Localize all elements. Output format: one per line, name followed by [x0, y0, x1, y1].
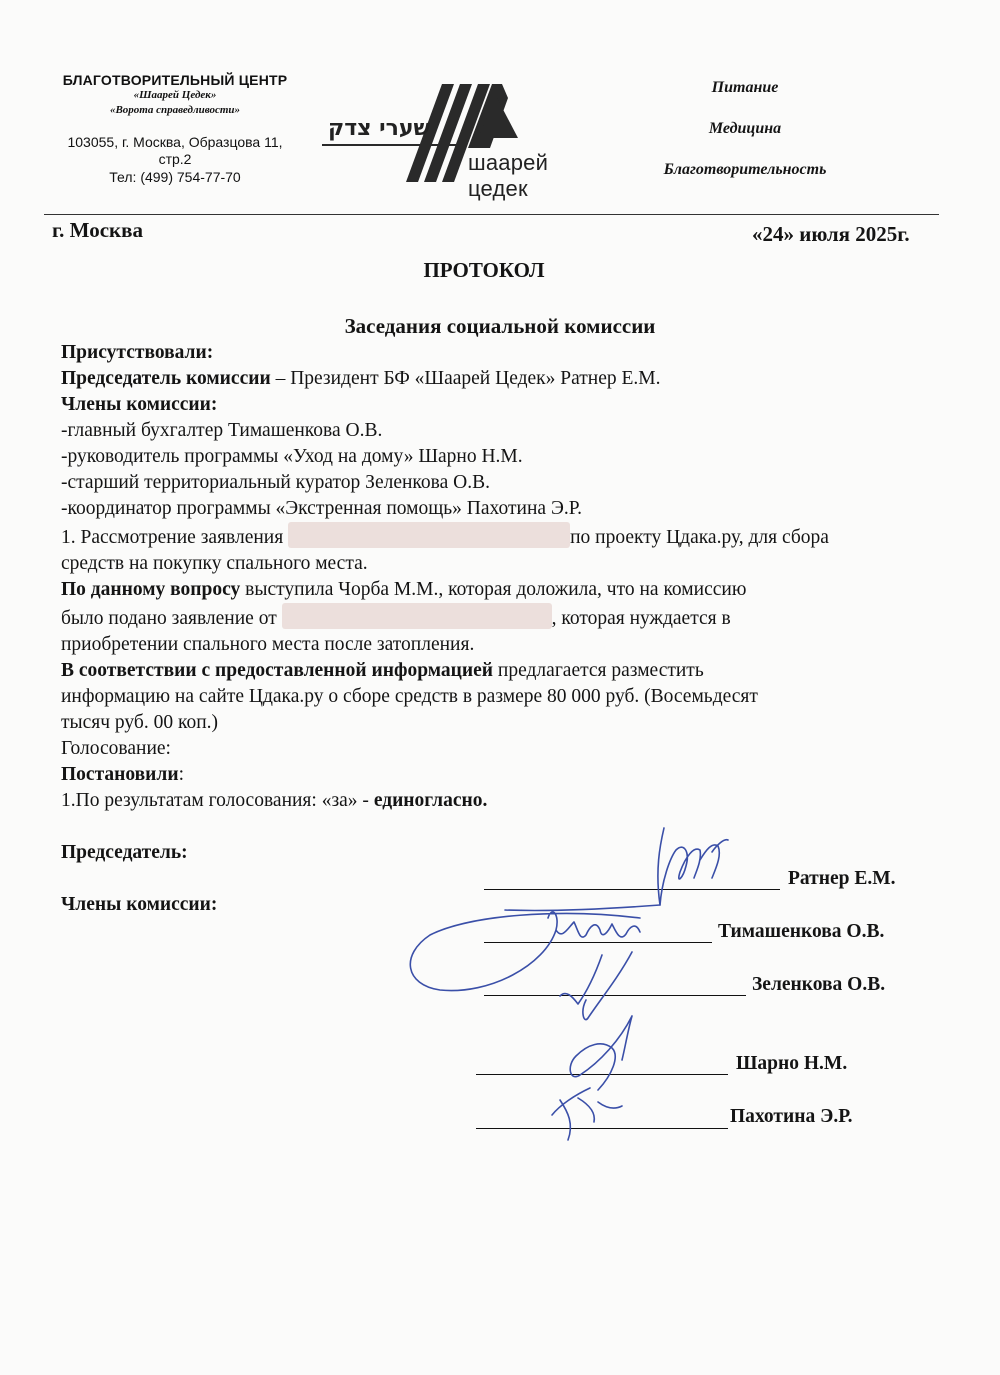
signature-line — [484, 942, 712, 943]
services-list — [640, 76, 850, 199]
signer-name: Пахотина Э.Р. — [730, 1106, 853, 1127]
org-subtitle: «Шаарей Цедек» — [133, 89, 217, 101]
result-unanimous: единогласно. — [373, 790, 488, 811]
signer-name: Шарно Н.М. — [736, 1053, 848, 1074]
accordance-text: предлагается разместить — [493, 660, 704, 681]
signature-line — [476, 1128, 728, 1129]
question-text: выступила Чорба М.М., которая доложила, что на комиссию — [240, 579, 747, 600]
question-text: было подано заявление от — [61, 608, 282, 629]
member-line: -руководитель программы «Уход на дому» Шарно Н.М. — [61, 446, 523, 467]
address-line: 103055, г. Москва, Образцова 11, — [67, 134, 283, 150]
service-item: Питание — [711, 79, 779, 96]
signature-line — [484, 889, 780, 890]
signer-name: Ратнер Е.М. — [788, 868, 896, 889]
member-line: -главный бухгалтер Тимашенкова О.В. — [61, 420, 383, 441]
question-line-2 — [61, 603, 941, 632]
voting-label: Голосование: — [61, 738, 171, 759]
question-paragraph — [61, 577, 941, 603]
signer-name: Зеленкова О.В. — [752, 974, 886, 995]
members-label: Члены комиссии: — [61, 394, 218, 415]
logo-hebrew-text: שערי צדק — [328, 116, 431, 141]
redacted-name — [288, 522, 570, 548]
address-line: стр.2 — [158, 151, 192, 167]
accordance-label: В соответствии с предоставленной информацией — [61, 660, 494, 681]
question-line-3: приобретении спального места после затопления. — [61, 634, 475, 655]
signature-line — [484, 995, 746, 996]
org-subtitle-translation: «Ворота справедливости» — [109, 104, 241, 116]
result-text: 1.По результатам голосования: «за» - — [61, 790, 374, 811]
document-title: ПРОТОКОЛ — [423, 258, 545, 282]
member-line: -координатор программы «Экстренная помощь» Пахотина Э.Р. — [61, 498, 582, 519]
resolved-colon: : — [178, 764, 185, 785]
chair-text: – Президент БФ «Шаарей Цедек» Ратнер Е.М. — [270, 368, 661, 389]
item-1 — [61, 522, 941, 551]
chair-line — [61, 366, 941, 392]
present-label: Присутствовали: — [61, 342, 214, 363]
org-name: БЛАГОТВОРИТЕЛЬНЫЙ ЦЕНТР — [62, 72, 288, 88]
accordance-paragraph — [61, 658, 941, 684]
item-1-continued: средств на покупку спального места. — [61, 553, 368, 574]
signature-zelenkova — [560, 952, 632, 1020]
resolved-line — [61, 762, 941, 788]
signature-timashenkova — [410, 905, 660, 991]
item-1-text: по проекту Цдака.ру, для сбора — [570, 527, 829, 548]
signature-sharno — [570, 1016, 632, 1090]
header-divider — [44, 214, 939, 215]
org-block — [40, 72, 310, 187]
city: г. Москва — [52, 218, 143, 242]
document-date: «24» июля 2025г. — [752, 222, 910, 246]
chair-signature-label: Председатель: — [61, 842, 188, 863]
logo-russian-text: шаарей цедек — [468, 150, 549, 201]
result-line — [61, 788, 941, 814]
accordance-line-3: тысяч руб. 00 коп.) — [61, 712, 218, 733]
members-signature-label: Члены комиссии: — [61, 894, 218, 915]
document-subtitle: Заседания социальной комиссии — [344, 314, 656, 338]
signature-line — [476, 1074, 728, 1075]
redacted-name — [282, 603, 552, 629]
signature-ratner — [658, 828, 728, 905]
item-1-text: 1. Рассмотрение заявления — [61, 527, 289, 548]
service-item: Медицина — [708, 120, 782, 137]
member-line: -старший территориальный куратор Зеленкова О.В. — [61, 472, 490, 493]
resolved-label: Постановили — [61, 764, 179, 785]
question-text: , которая нуждается в — [551, 608, 731, 629]
logo — [322, 78, 612, 201]
service-item: Благотворительность — [663, 161, 827, 178]
chair-label: Председатель комиссии — [61, 368, 271, 389]
org-address — [40, 134, 310, 168]
question-label: По данному вопросу — [61, 579, 241, 600]
accordance-line-2: информацию на сайте Цдака.ру о сборе средств в размере 80 000 руб. (Восемьдесят — [61, 686, 758, 707]
signature-pakhotina — [552, 1088, 622, 1140]
protocol-body — [61, 340, 941, 814]
org-phone: Тел: (499) 754-77-70 — [109, 169, 241, 185]
signer-name: Тимашенкова О.В. — [718, 921, 885, 942]
